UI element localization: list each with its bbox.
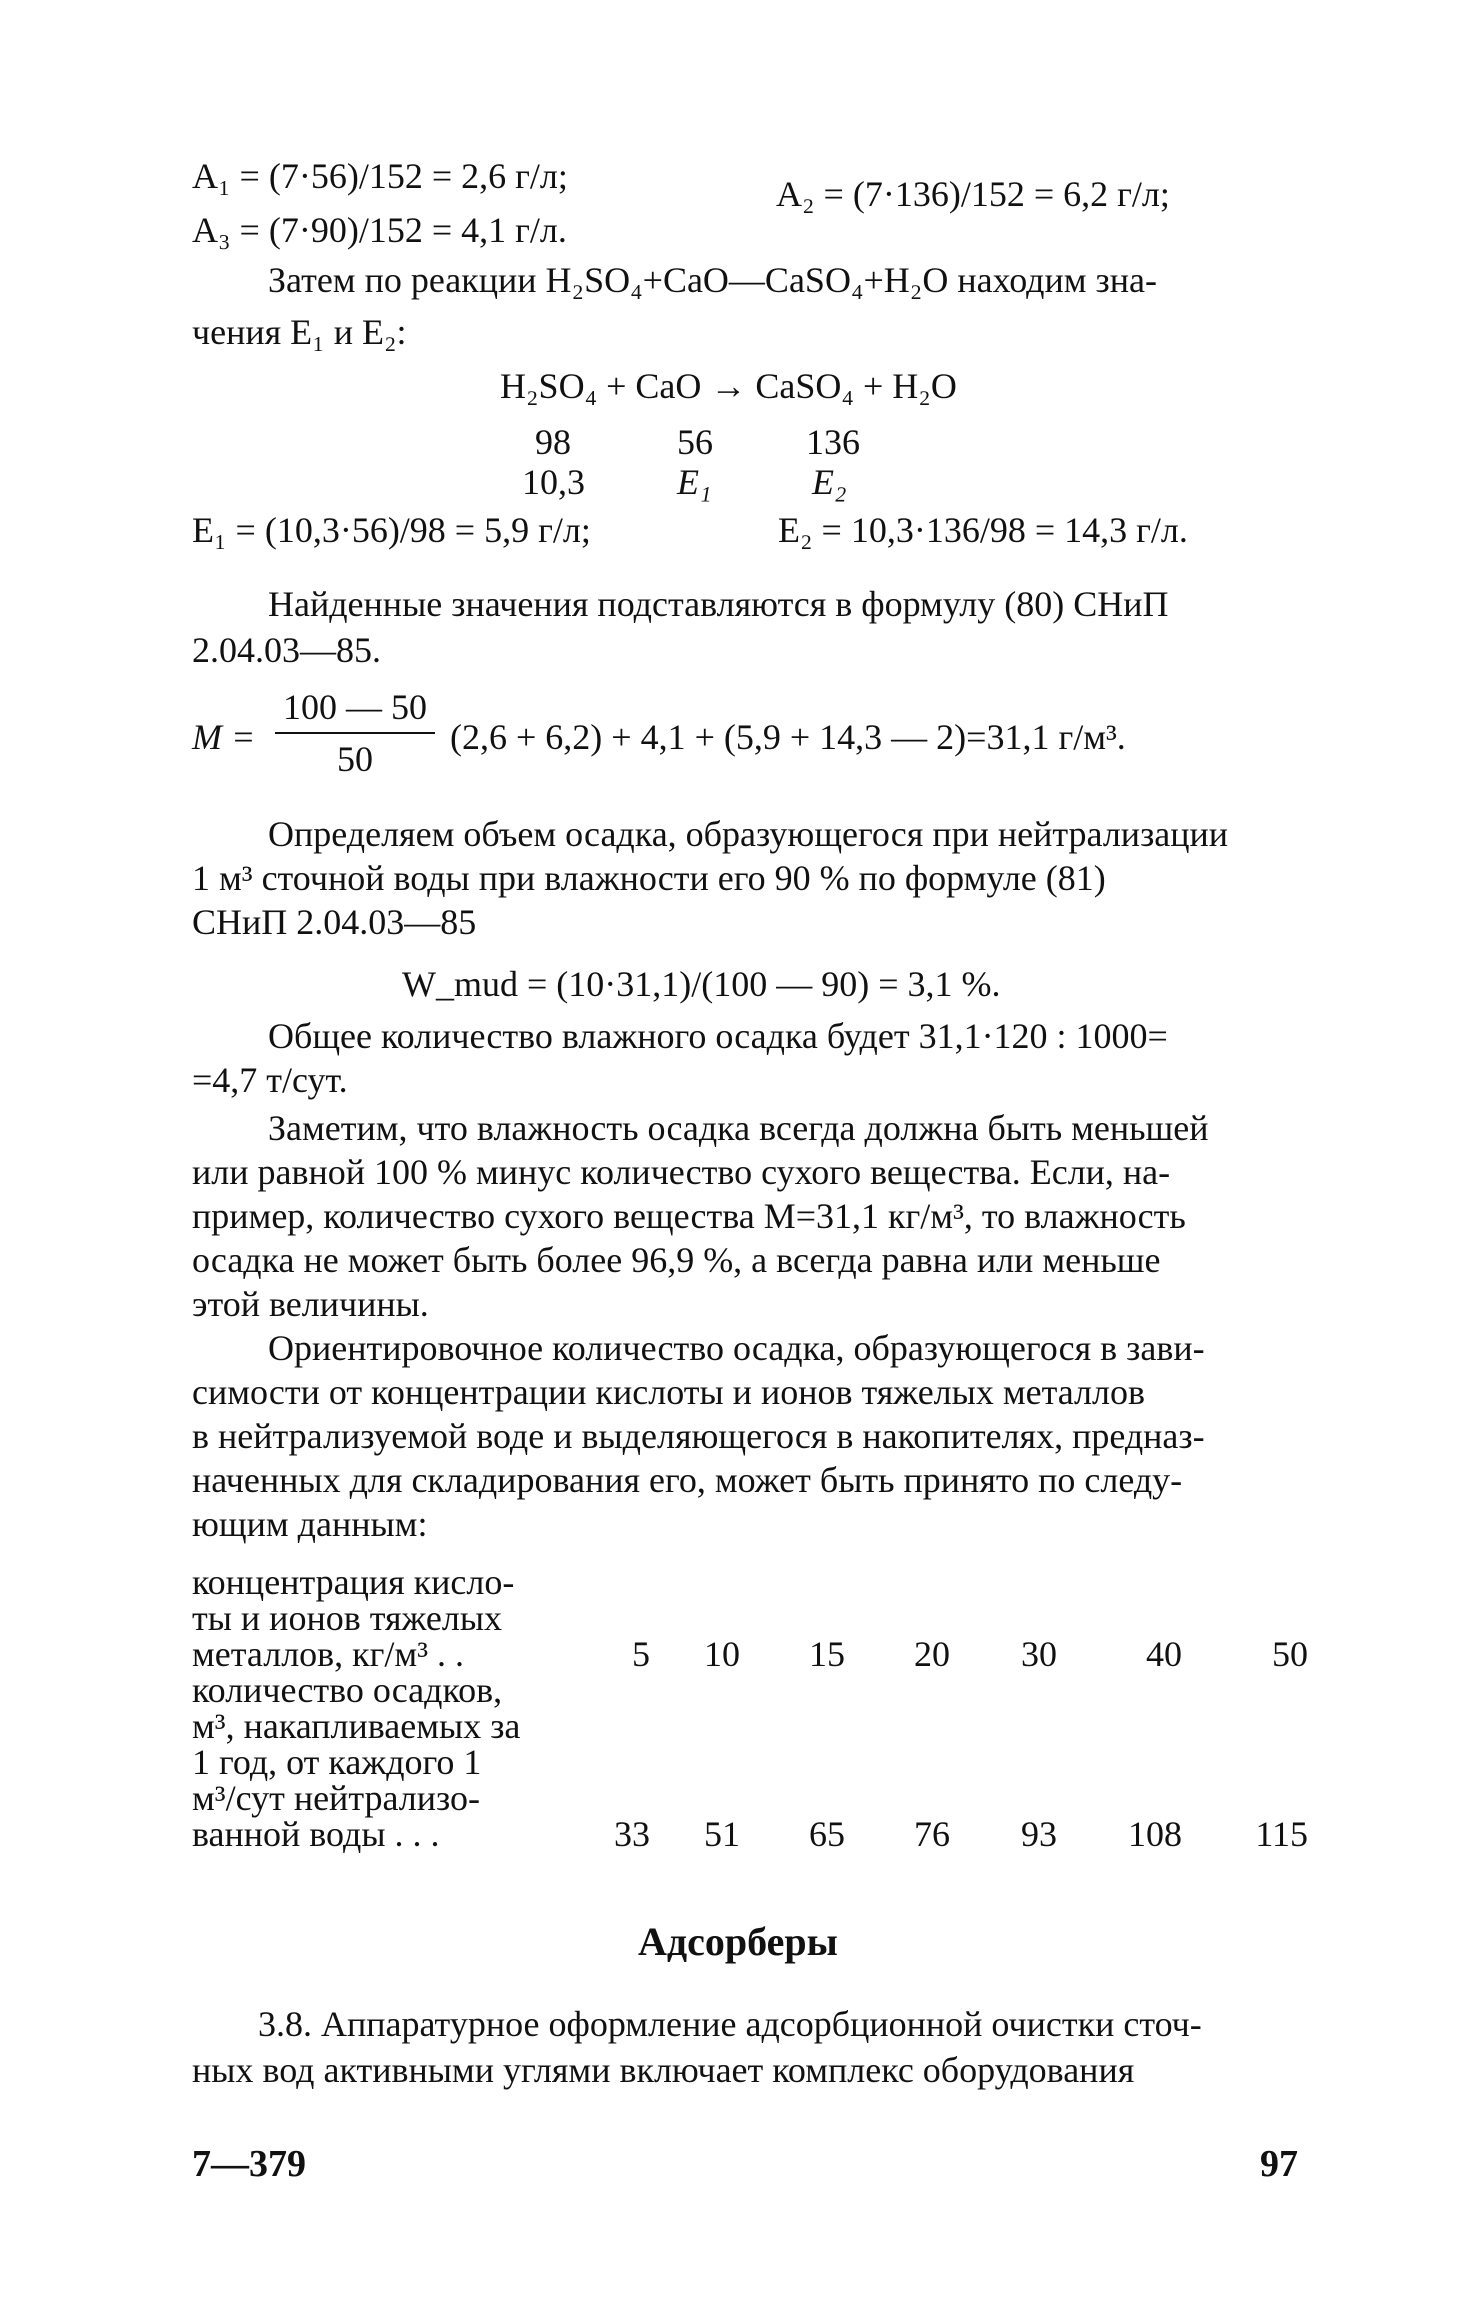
paragraph-line: 3.8. Аппаратурное оформление адсорбционной очистки сточ- [258, 2004, 1202, 2044]
equation-a2: A₂ = (7·136)/152 = 6,2 г/л; [776, 174, 1170, 214]
paragraph-line: симости от концентрации кислоты и ионов тяжелых металлов [192, 1372, 1145, 1412]
fraction-numerator: 100 — 50 [283, 687, 427, 727]
paragraph-line: СНиП 2.04.03—85 [192, 902, 477, 942]
table-row-label: концентрация кисло- [192, 1562, 515, 1602]
table-cell: 33 [614, 1814, 650, 1854]
table-cell: 93 [1021, 1814, 1057, 1854]
table-cell: 51 [704, 1814, 740, 1854]
reaction-value: 56 [677, 422, 713, 462]
reaction-value: 98 [535, 422, 571, 462]
paragraph-line: или равной 100 % минус количество сухого вещества. Если, на- [192, 1152, 1171, 1192]
paragraph-line: осадка не может быть более 96,9 %, а всегда равна или меньше [192, 1240, 1161, 1280]
table-cell: 108 [1128, 1814, 1182, 1854]
table-row-label: ванной воды . . . [192, 1814, 440, 1854]
equation-e2: E₂ = 10,3·136/98 = 14,3 г/л. [778, 510, 1188, 550]
equation-a1: A₁ = (7·56)/152 = 2,6 г/л; [192, 156, 568, 196]
paragraph-line: ных вод активными углями включает комплекс оборудования [192, 2050, 1135, 2090]
section-heading: Адсорберы [638, 1919, 838, 1964]
reaction-formula: H₂SO₄ + CaO → CaSO₄ + H₂O [500, 366, 957, 406]
paragraph-line: 2.04.03—85. [192, 630, 381, 670]
equation-e1: E₁ = (10,3·56)/98 = 5,9 г/л; [192, 510, 591, 550]
paragraph-line: Затем по реакции H₂SO₄+CaO—CaSO₄+H₂O находим зна- [268, 260, 1157, 300]
table-cell: 115 [1255, 1814, 1308, 1854]
equation-a3: A₃ = (7·90)/152 = 4,1 г/л. [192, 210, 567, 250]
paragraph-line: этой величины. [192, 1284, 429, 1324]
table-row-label: металлов, кг/м³ . . [192, 1634, 464, 1674]
equation-w: W_mud = (10·31,1)/(100 — 90) = 3,1 %. [402, 964, 1001, 1004]
paragraph-line: пример, количество сухого вещества M=31,1 кг/м³, то влажность [192, 1196, 1186, 1236]
table-cell: 40 [1146, 1634, 1182, 1674]
fraction-bar [275, 732, 435, 734]
paragraph-line: 1 м³ сточной воды при влажности его 90 % по формуле (81) [192, 858, 1106, 898]
reaction-value: E₁ [677, 462, 712, 502]
paragraph-line: Найденные значения подставляются в формулу (80) СНиП [268, 584, 1169, 624]
table-cell: 50 [1272, 1634, 1308, 1674]
table-cell: 30 [1021, 1634, 1057, 1674]
printer-signature: 7—379 [192, 2143, 306, 2185]
paragraph-line: ющим данным: [192, 1504, 428, 1544]
paragraph-line: Общее количество влажного осадка будет 31,1·120 : 1000= [268, 1016, 1168, 1056]
table-row-label: м³, накапливаемых за [192, 1706, 521, 1746]
equation-m-rhs: (2,6 + 6,2) + 4,1 + (5,9 + 14,3 — 2)=31,1 г/м³. [450, 717, 1126, 757]
paragraph-line: =4,7 т/сут. [192, 1060, 348, 1100]
paragraph-line: наченных для складирования его, может быть принято по следу- [192, 1460, 1183, 1500]
table-cell: 65 [809, 1814, 845, 1854]
reaction-value: 136 [806, 422, 860, 462]
table-row-label: 1 год, от каждого 1 [192, 1742, 482, 1782]
equation-m-fraction [275, 686, 435, 780]
reaction-value: E₂ [812, 462, 847, 502]
paragraph-line: Ориентировочное количество осадка, образующегося в зави- [268, 1328, 1205, 1368]
paragraph-line: Заметим, что влажность осадка всегда должна быть меньшей [268, 1108, 1209, 1148]
paragraph-line: чения E₁ и E₂: [192, 312, 407, 352]
table-cell: 5 [632, 1634, 650, 1674]
table-row-label: ты и ионов тяжелых [192, 1598, 503, 1638]
table-row-label: м³/сут нейтрализо- [192, 1778, 481, 1818]
reaction-value: 10,3 [522, 462, 585, 502]
table-cell: 76 [914, 1814, 950, 1854]
fraction-denominator: 50 [337, 739, 373, 779]
table-row-label: количество осадков, [192, 1670, 503, 1710]
paragraph-line: Определяем объем осадка, образующегося при нейтрализации [268, 814, 1229, 854]
table-cell: 10 [704, 1634, 740, 1674]
table-cell: 20 [914, 1634, 950, 1674]
equation-m-lhs: M = [192, 717, 256, 757]
table-cell: 15 [809, 1634, 845, 1674]
paragraph-line: в нейтрализуемой воде и выделяющегося в накопителях, предназ- [192, 1416, 1205, 1456]
page-number: 97 [1260, 2143, 1298, 2185]
